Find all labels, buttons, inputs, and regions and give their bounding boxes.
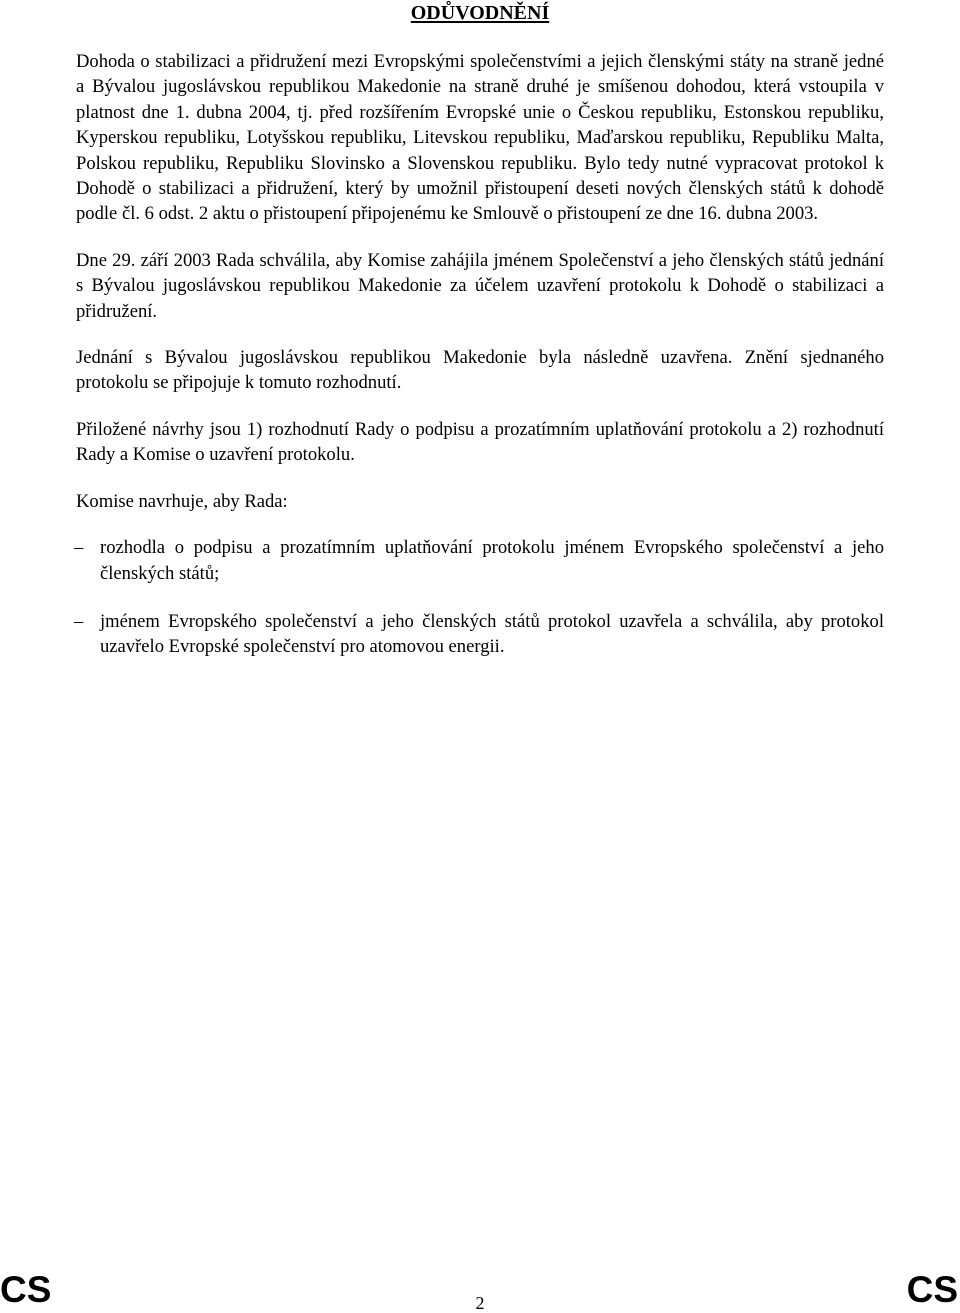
paragraph-attached-proposals: Přiložené návrhy jsou 1) rozhodnutí Rady o podpisu a prozatímním uplatňování protokolu a 2) rozhodnutí Rady a Komise o uzavření protokolu. [76,418,884,466]
paragraph-council-approval: Dne 29. září 2003 Rada schválila, aby Komise zahájila jménem Společenství a jeho členských států jednání s Bývalou jugoslávskou republikou Makedonie za účelem uzavření protokolu k Dohodě o stabilizaci a přidružení. [76,249,884,322]
page-number: 2 [475,1293,485,1313]
paragraph-intro: Dohoda o stabilizaci a přidružení mezi Evropskými společenstvími a jejich členskými státy na straně jedné a Bývalou jugoslávskou republikou Makedonie na straně druhé je smíšenou dohodou, která vstoupila v platnost dne 1. dubna 2004, tj. před rozšířením Evropské unie o Českou republiku, Estonskou republiku, Kyperskou republiku, Lotyšskou republiku, Litevskou republiku, Maďarskou republiku, Republiku Malta, Polskou republiku, Republiku Slovinsko a Slovenskou republiku. Bylo tedy nutné vypracovat protokol k Dohodě o stabilizaci a přidružení, který by umožnil přistoupení deseti nových členských států k dohodě podle čl. 6 odst. 2 aktu o přistoupení připojenému ke Smlouvě o přistoupení ze dne 16. dubna 2003. [76,51,884,225]
dash-bullet: – [74,537,84,559]
document-body [76,49,884,683]
footer-language-code-right: CS [906,1269,958,1310]
footer-language-code-left: CS [0,1269,52,1310]
list-item [76,535,884,586]
paragraph-commission-proposes: Komise navrhuje, aby Rada: [76,490,288,512]
list-item [76,609,884,660]
dash-bullet: – [74,610,84,632]
proposal-list [76,535,884,660]
document-title: ODŮVODNĚNÍ [410,2,550,24]
list-item-text: jménem Evropského společenství a jeho členských států protokol uzavřela a schválila, aby protokol uzavřelo Evropské společenství pro atomovou energii. [100,610,884,658]
paragraph-negotiations: Jednání s Bývalou jugoslávskou republikou Makedonie byla následně uzavřena. Znění sjednaného protokolu se připojuje k tomuto rozhodnutí. [76,347,884,394]
list-item-text: rozhodla o podpisu a prozatímním uplatňování protokolu jménem Evropského společenství a jeho členských států; [100,537,884,584]
